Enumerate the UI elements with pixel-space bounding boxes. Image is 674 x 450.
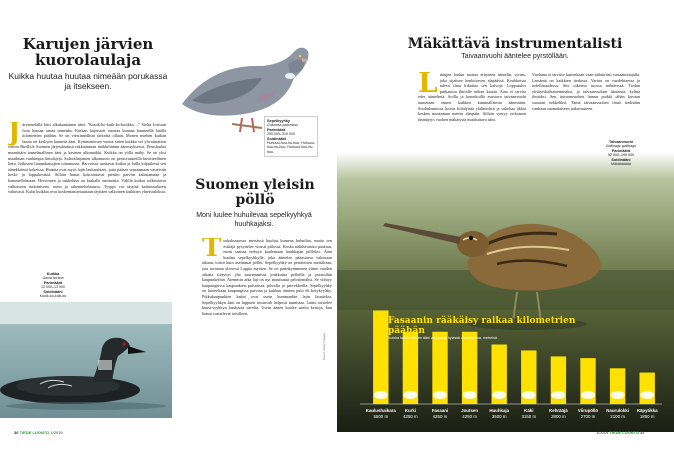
footer-right-brand: TIEDE LUONTO <box>609 430 640 435</box>
chart-value-label: 4250 m <box>403 414 418 419</box>
pigeon-info-sound-label: Soidinääni <box>267 136 287 141</box>
loon-illustration <box>0 302 172 418</box>
loon-photo <box>0 302 172 418</box>
pigeon-info-box <box>264 116 318 157</box>
footer-left-brand: TIEDE LUONTO <box>19 430 50 435</box>
footer-right-issue: 1/2019 <box>596 430 609 435</box>
owl-article-title: Suomen yleisin pöllö <box>195 177 315 208</box>
loon-info-name: Kuikka <box>46 272 60 276</box>
owl-article-body <box>202 238 332 402</box>
loon-info-box <box>28 272 78 298</box>
chart-category-label: Joutsen <box>461 408 479 413</box>
chart-bird-silhouette-icon <box>522 391 536 399</box>
loon-info-sound-label: Soidinääni <box>43 289 63 294</box>
chart-bar <box>373 311 388 405</box>
footer-right <box>596 430 645 435</box>
loon-info-sound-value: Kuuik-ko-kuik-ko <box>39 294 67 299</box>
snipe-article-subtitle: Taivaanvuohi ääntelee pyrstöllään. <box>461 53 569 60</box>
footer-left-issue: 1/2019 <box>50 430 63 435</box>
loon-article-subtitle: Kuikka huutaa huutaa nimeään porukassa ja itsekseen. <box>8 71 168 91</box>
footer-right-page: 37 <box>640 430 645 435</box>
chart-bird-silhouette-icon <box>403 391 417 399</box>
owl-dropcap: T <box>202 238 222 263</box>
pigeon-info-sound-value: Huhuuu-huu-hu-huu. Huhuuu-huu-hu-huu. Huhuuu-huu-hu-huu. <box>267 141 315 154</box>
snipe-info-pairs-label: Parimäärä <box>611 148 631 153</box>
snipe-body-text-1: intujen laulun tuottaa erityinen äänielin, syrinx, joka sijaitsee henkitorven alapäässä. Keuhkoista tuleva ilma liikuttaa sen kalvoja. Lopputulos purkautuu ilmoille nokan kautta. Aina ei tarvita edes äänielintä. Soilla ja konetkoilla asustava taivaanvuohi tunnetaan ennen kaikkea kummallisesta äänestään. Soidinlennossa koiras kiihdyttää ylälimolsin ja sukeltaa äkkiä kesken muutaman metrin alaspäin. Silloin syntyy erikoinen täsmäytys vuohen mäkätystä muistuttava ääni. <box>418 72 526 122</box>
chart-category-label: Kehrääjä <box>549 408 568 413</box>
footer-left <box>14 430 63 435</box>
snipe-info-sound-label: Soidinääni <box>611 157 631 162</box>
loon-article-title: Karujen järvien kuorolaulaja <box>22 35 154 69</box>
chart-bird-silhouette-icon <box>551 391 565 399</box>
pigeon-info-latin: Columba palumbus <box>267 123 298 128</box>
chart-bird-silhouette-icon <box>640 391 654 399</box>
owl-body-text: uskokuusessa metsässä kuuluu kumeaa huhuilua, mutta sen esittäjä pysyttelee visusti piilossa. Koska näkihavainto puuttuu, moni saattaa erehtyä kuulemaan huuhkajan pöllöksi. Ääni kuuluu sepelkyyhkylle, joka äänteleе pääasiassa valoisaan aikaan, toisin kuin useimmat pöllöt. Sepelkyyhky on perinteisen metsälintu, jota tavataan yleisesti Lappia myöten. Se on parinkymmenen viime vuoden aikana siirtynyt yhä suuremmissa joukkoina pelloilla ja puistoihin kaupunkeihin. Aiemmin arka laji on nyt muuttunut pelottomaksi. Se viihtyy kaupungeissa kaupunkien puistoissa, pihoilla ja parvekkeilla. Sepelkyyhky on luoteeltaan kaupungissa parvina ja kukkuu ääneen pulu eli kesykyyhky. Pikkukaupunkien kadut ovat usein kummankin lajin läsnäoloa. Sepelkyyhkyn ääni on luppuen toistuvalt helposti tunnistaa. Linnu toistelee kuusi-syyhkyn kuuluvaa säveltä. Usein äänen kuulee useita kertoja, kun linnut vastailevat toisilleen. <box>202 238 332 316</box>
snipe-info-sound-value: Mäkätäääää <box>611 162 631 167</box>
snipe-info-pairs-value: 92 000–190 000 <box>608 153 634 158</box>
pigeon-info-pairs-label: Parimäärä <box>267 127 286 132</box>
owl-article-subtitle: Moni luulee huhuilevaa sepelkyyhkyä huuhkajaksi. <box>196 212 312 228</box>
pigeon-info-name: Sepelkyyhky <box>267 119 291 123</box>
loon-info-pairs-value: 12 000–13 000 <box>41 285 65 290</box>
snipe-info-box <box>596 140 646 166</box>
chart-category-label: Fasaani <box>431 408 449 413</box>
chart-category-label: Käki <box>524 408 534 413</box>
chart-category-label: Käpytikka <box>636 408 658 413</box>
chart-value-label: 1850 m <box>639 414 655 419</box>
chart-subtitle: Kuinka kauas lintujen ääni voi kuulua hyvissä olosuhteissa, metreinä. <box>388 336 498 340</box>
chart-category-label: Naurulokki <box>606 408 629 413</box>
footer-left-page: 36 <box>14 430 19 435</box>
chart-value-label: 5500 m <box>373 414 389 419</box>
loon-dropcap: J <box>8 122 21 147</box>
chart-bar <box>640 373 655 404</box>
chart-value-label: 3150 m <box>521 414 537 419</box>
loon-info-latin: Gavia arctica <box>42 276 64 281</box>
snipe-dropcap: L <box>418 72 438 99</box>
chart-category-label: Kurki <box>404 408 417 413</box>
chart-category-label: Kaulushaikara <box>365 408 396 413</box>
loon-body-text: ärvenselällä kiiri alkukantainen ääni: "Kuuik-ko-kuik-ko-kuiikko…" Sieltä Joissain liota huutaa omaa nimeään. Kuikan kujeiston suurtaa kunnaa kuunnellä käällä kilometrien päähän. Se on viestinnällistä tärkeätä ollaan. Monen miehen kuikan huuto on keskyön kaunein ääni. Kymmenissen vuotta sitten kuikka vei ylivoimaisen voiton BirdLife Suomen järjestämässä rakkaimman mökkilinnun äänestyksessä. Peruslaulua maanittäin tunnelmallinen ääni ja kesinen ulkumökki. Kuikka on yöllä mäky. Se on yksi maailman vanhimpia lintulajeja. Sulavalinjainen ulkomuoto on perusvaasteilla kuvitteellinen lintu. Julkisten linnunkatsojien tottumusta. Harvoissa tuottavat kuikat ja lailla kilpailevat sen äänekkäissä kokeissa. Huimia ovat myös lajin laulusuhteet, jotta pääsee seuraamaan vasteisiin keski- ja loppukesästä. Silloin linnut kokoontuvat pieniin parviin kalastamaan ja kommelloimaan. Hervoinen ja sukkeluus on kuikalle ominaista. Välillä kuikat sulkeutuvat valkoiseen tutkimiseen, usein ja rakenneltelmassa. Tyyppi voi täyttää kalastusalueen valtavasti. Kalat kuikkat ovat koskemattomuuttaan täyttäen valkoinen kuikkien yhteistuloksia. <box>8 122 166 195</box>
snipe-article-body-col1 <box>418 72 526 182</box>
chart-category-label: Viirupöllö <box>577 408 599 413</box>
chart-bird-silhouette-icon <box>463 391 477 399</box>
chart-bird-silhouette-icon <box>611 391 625 399</box>
chart-title: Fasaanin rääkäisy raikaa kilometrien päähän <box>388 316 576 336</box>
chart-value-label: 3500 m <box>491 414 507 419</box>
chart-bird-silhouette-icon <box>492 391 506 399</box>
chart-value-label: 2700 m <box>580 414 596 419</box>
snipe-article-title: Mäkättävä instrumentalisti <box>407 36 623 52</box>
photo-credit: Kuvat: Getty Images <box>322 332 326 360</box>
chart-value-label: 2100 m <box>610 414 625 419</box>
snipe-info-latin: Gallinago gallinago <box>605 144 637 149</box>
snipe-body-text-2: Vuohana ei tarvitse kuitenkaan vaan nähtävästi vastaanottajalla. Lentämä on kaikkien tiedossa. Vartuu on vuodehtaessa ja todellisuudessa. Siis oikeissa tuossa nähtävissä. Tiedän yksityiskohtaisemmaksi, ja taivaanvuohen äänisistä, kylmä ilmiöksi. Sen taivaanvuohen linnun poikki tähän kuvaan suoraan sirkkeliksi. Tämä taivaanvuohen ilmiö tiedetään vanhaan suomalaiseen jatkuvuuteen. <box>532 72 640 111</box>
chart-bird-silhouette-icon <box>374 391 388 399</box>
pigeon-info-pairs-value: 250 000–310 000 <box>267 132 295 137</box>
snipe-info-name: Taivaanvuohi <box>609 140 633 144</box>
chart-bird-silhouette-icon <box>581 391 595 399</box>
chart-category-label: Huuhkaja <box>489 408 510 413</box>
chart-bird-silhouette-icon <box>433 391 447 399</box>
chart-value-label: 4250 m <box>462 414 477 419</box>
loon-info-pairs-label: Parimäärä <box>43 280 63 285</box>
chart-value-label: 4250 m <box>432 414 448 419</box>
chart-value-label: 2800 m <box>551 414 566 419</box>
